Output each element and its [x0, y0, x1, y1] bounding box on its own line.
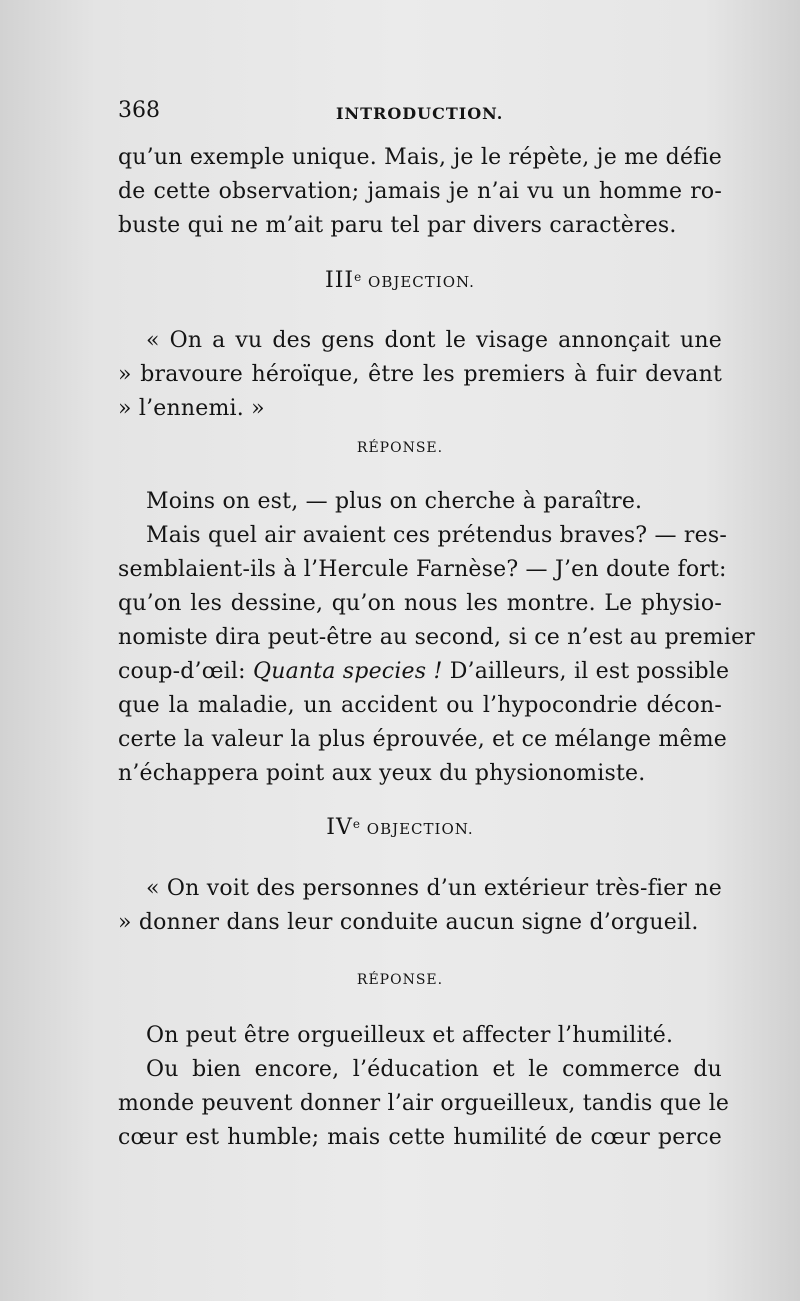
text-span: coup-d’œil: — [118, 659, 253, 684]
italic-phrase: Quanta species ! — [252, 659, 443, 684]
text-line: n’échappera point aux yeux du physionomiste. — [118, 761, 646, 786]
text-line: que la maladie, un accident ou l’hypocondrie décon- — [118, 693, 722, 718]
quote-line: » donner dans leur conduite aucun signe d’orgueil. — [118, 910, 699, 935]
quote-line: « On a vu des gens dont le visage annonçait une — [146, 328, 722, 353]
reponse-heading: RÉPONSE. — [356, 972, 444, 988]
text-span: D’ailleurs, il est possible — [442, 659, 730, 684]
reponse-heading: RÉPONSE. — [356, 440, 444, 456]
text-line: buste qui ne m’ait paru tel par divers caractères. — [118, 213, 677, 238]
quote-line: » l’ennemi. » — [118, 396, 265, 421]
text-line: Moins on est, — plus on cherche à paraître. — [146, 489, 643, 514]
text-line: On peut être orgueilleux et affecter l’humilité. — [146, 1023, 674, 1048]
objection-label: OBJECTION. — [366, 820, 474, 838]
text-line — [118, 657, 730, 687]
text-line: Mais quel air avaient ces prétendus braves? — res- — [146, 523, 727, 548]
text-line: de cette observation; jamais je n’ai vu un homme ro- — [118, 179, 722, 204]
objection-superscript: e — [352, 817, 361, 831]
page-number: 368 — [118, 98, 160, 123]
objection-superscript: e — [354, 270, 363, 284]
text-line: semblaient-ils à l’Hercule Farnèse? — J’en doute fort: — [118, 557, 727, 582]
quote-line: » bravoure héroïque, être les premiers à fuir devant — [118, 362, 722, 387]
objection-number: IV — [326, 815, 353, 840]
text-line: nomiste dira peut-être au second, si ce n’est au premier — [118, 625, 756, 650]
text-line: certe la valeur la plus éprouvée, et ce mélange même — [118, 727, 727, 752]
objection-label: OBJECTION. — [368, 273, 475, 291]
text-line: qu’on les dessine, qu’on nous les montre. Le physio- — [118, 591, 722, 616]
text-line: Ou bien encore, l’éducation et le commerce du — [146, 1057, 722, 1082]
text-line: qu’un exemple unique. Mais, je le répète, je me défie — [118, 145, 722, 170]
text-line: cœur est humble; mais cette humilité de cœur perce — [118, 1125, 722, 1150]
section-heading — [0, 268, 800, 293]
text-line: monde peuvent donner l’air orgueilleux, tandis que le — [118, 1091, 730, 1116]
quote-line: « On voit des personnes d’un extérieur très-fier ne — [146, 876, 722, 901]
section-heading — [0, 815, 800, 840]
objection-number: III — [325, 268, 355, 293]
running-title: INTRODUCTION. — [336, 104, 504, 123]
